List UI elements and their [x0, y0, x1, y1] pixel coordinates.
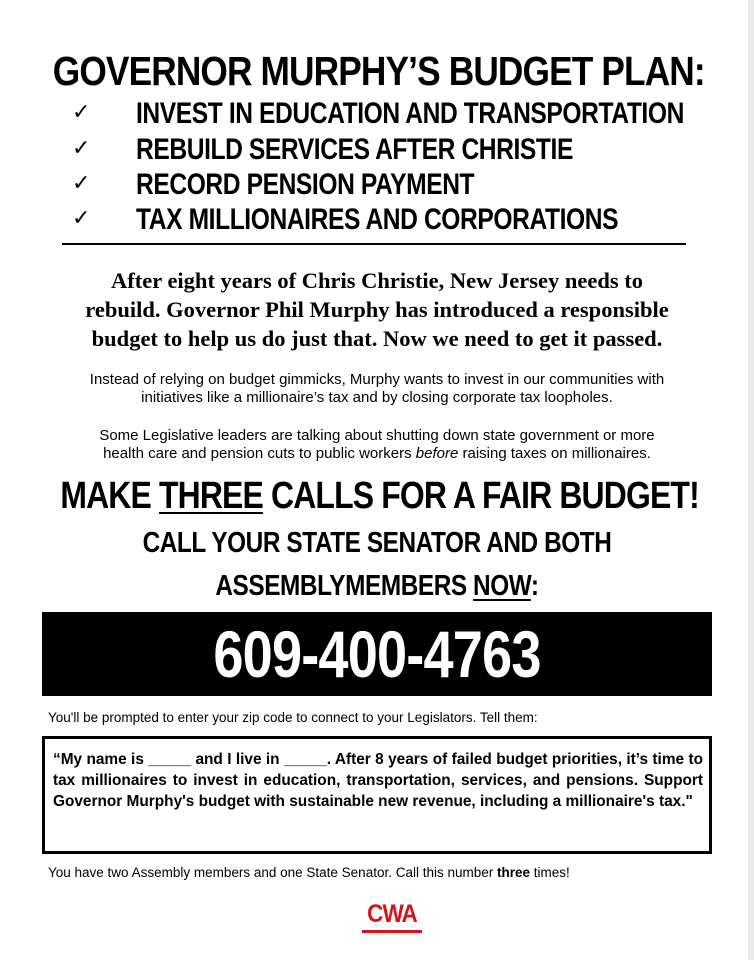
call-script-text: “My name is _____ and I live in _____. After 8 years of failed budget priorities, it’s time to tax millionaires to invest in education, transportation, services, and pensions. Support Governor Murphy's budget with sustainable new revenue, including a millionaire's tax." [53, 751, 703, 810]
checkmark-icon: ✓ [72, 136, 91, 161]
paragraph-line: Some Legislative leaders are talking about shutting down state government or more [99, 427, 655, 444]
phone-number[interactable]: 609-400-4763 [213, 617, 541, 691]
plan-item-text: INVEST IN EDUCATION AND TRANSPORTATION [136, 97, 684, 130]
text-fragment: times! [530, 865, 570, 880]
logo-wordmark: CWA [367, 900, 417, 928]
prompt-instructions: You'll be prompted to enter your zip code to connect to your Legislators. Tell them: [48, 710, 538, 725]
lead-line: rebuild. Governor Phil Murphy has introduced a responsible [85, 297, 669, 322]
paragraph-line [30, 445, 724, 463]
bold-emphasis: three [497, 865, 531, 880]
paragraph-line: Instead of relying on budget gimmicks, Murphy wants to invest in our communities with [89, 371, 665, 388]
sub-call-line: CALL YOUR STATE SENATOR AND BOTH [142, 527, 612, 559]
body-paragraph-gimmicks [30, 371, 724, 407]
underlined-emphasis: NOW [473, 570, 531, 602]
divider-rule [62, 243, 686, 245]
footer-note [48, 865, 728, 880]
text-fragment: You have two Assembly members and one State Senator. Call this number [48, 865, 498, 880]
call-to-action-heading [60, 475, 699, 518]
lead-line: budget to help us do just that. Now we need to get it passed. [91, 326, 663, 351]
body-paragraph-shutdown [30, 427, 724, 463]
logo-underline [362, 930, 422, 933]
text-fragment: MAKE [60, 475, 159, 517]
paragraph-line: initiatives like a millionaire’s tax and by closing corporate tax loopholes. [141, 389, 613, 406]
checkmark-icon: ✓ [72, 100, 91, 125]
cwa-logo [358, 900, 426, 934]
flyer-headline: GOVERNOR MURPHY’S BUDGET PLAN: [52, 48, 705, 94]
text-fragment: CALLS FOR A FAIR BUDGET! [262, 475, 699, 517]
plan-item-text: TAX MILLIONAIRES AND CORPORATIONS [136, 203, 619, 236]
checkmark-icon: ✓ [72, 206, 91, 231]
text-fragment: raising taxes on millionaires. [458, 445, 651, 462]
plan-item-text: RECORD PENSION PAYMENT [136, 168, 475, 201]
text-fragment: ASSEMBLYMEMBERS [215, 570, 474, 602]
sub-call-line [60, 570, 693, 603]
call-script-box [42, 736, 712, 854]
lead-line: After eight years of Chris Christie, New Jersey needs to [111, 268, 643, 293]
italic-emphasis: before [415, 445, 459, 462]
text-fragment: health care and pension cuts to public workers [103, 445, 416, 462]
plan-item-text: REBUILD SERVICES AFTER CHRISTIE [136, 133, 573, 166]
lead-paragraph [30, 266, 724, 353]
text-fragment: : [530, 570, 539, 602]
underlined-emphasis: THREE [158, 475, 263, 517]
checkmark-icon: ✓ [72, 171, 91, 196]
phone-banner [42, 612, 712, 696]
